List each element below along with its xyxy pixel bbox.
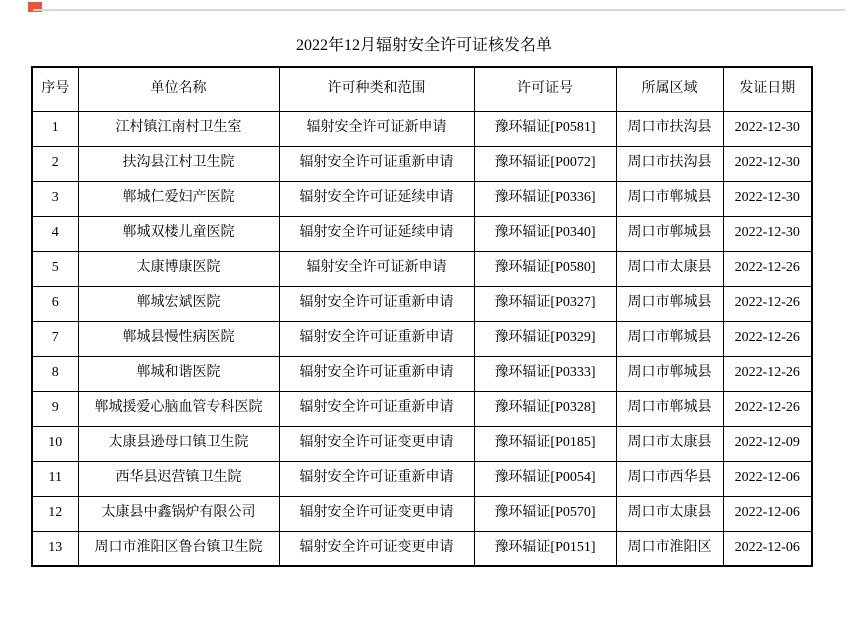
table-cell: 辐射安全许可证变更申请	[279, 496, 474, 531]
table-cell: 周口市郸城县	[616, 181, 723, 216]
table-row	[32, 496, 812, 531]
table-cell: 2022-12-26	[723, 251, 812, 286]
table-cell: 2	[32, 146, 78, 181]
table-row	[32, 461, 812, 496]
table-cell: 4	[32, 216, 78, 251]
table-cell: 2022-12-06	[723, 496, 812, 531]
table-cell: 2022-12-26	[723, 356, 812, 391]
table-cell: 豫环辐证[P0581]	[474, 111, 616, 146]
table-cell: 2022-12-26	[723, 391, 812, 426]
table-cell: 豫环辐证[P0336]	[474, 181, 616, 216]
table-cell: 辐射安全许可证新申请	[279, 251, 474, 286]
table-cell: 辐射安全许可证重新申请	[279, 321, 474, 356]
table-cell: 10	[32, 426, 78, 461]
table-cell: 2022-12-09	[723, 426, 812, 461]
table-cell: 周口市扶沟县	[616, 146, 723, 181]
table-cell: 豫环辐证[P0580]	[474, 251, 616, 286]
table-cell: 2022-12-26	[723, 286, 812, 321]
table-body	[32, 111, 812, 566]
table-cell: 郸城宏斌医院	[78, 286, 279, 321]
table-cell: 豫环辐证[P0329]	[474, 321, 616, 356]
table-cell: 周口市郸城县	[616, 286, 723, 321]
table-cell: 6	[32, 286, 78, 321]
table-cell: 周口市郸城县	[616, 321, 723, 356]
table-cell: 周口市扶沟县	[616, 111, 723, 146]
table-cell: 豫环辐证[P0333]	[474, 356, 616, 391]
table-cell: 2022-12-30	[723, 146, 812, 181]
table-cell: 太康博康医院	[78, 251, 279, 286]
column-header: 发证日期	[723, 67, 812, 111]
table-cell: 周口市西华县	[616, 461, 723, 496]
table-cell: 辐射安全许可证重新申请	[279, 461, 474, 496]
table-row	[32, 356, 812, 391]
table-row	[32, 181, 812, 216]
table-cell: 2022-12-26	[723, 321, 812, 356]
table-cell: 辐射安全许可证重新申请	[279, 356, 474, 391]
table-row	[32, 391, 812, 426]
table-cell: 2022-12-06	[723, 531, 812, 566]
column-header: 所属区域	[616, 67, 723, 111]
table-cell: 郸城县慢性病医院	[78, 321, 279, 356]
table-header-row	[32, 67, 812, 111]
table-cell: 周口市淮阳区	[616, 531, 723, 566]
table-cell: 辐射安全许可证延续申请	[279, 216, 474, 251]
table-cell: 周口市太康县	[616, 251, 723, 286]
table-cell: 辐射安全许可证重新申请	[279, 391, 474, 426]
table-cell: 郸城援爱心脑血管专科医院	[78, 391, 279, 426]
top-divider-line	[33, 9, 845, 11]
table-cell: 郸城和谐医院	[78, 356, 279, 391]
table-cell: 13	[32, 531, 78, 566]
table-cell: 8	[32, 356, 78, 391]
table-cell: 西华县迟营镇卫生院	[78, 461, 279, 496]
table-cell: 豫环辐证[P0151]	[474, 531, 616, 566]
table-cell: 11	[32, 461, 78, 496]
table-cell: 辐射安全许可证重新申请	[279, 286, 474, 321]
table-row	[32, 321, 812, 356]
column-header: 许可种类和范围	[279, 67, 474, 111]
table-cell: 豫环辐证[P0072]	[474, 146, 616, 181]
table-cell: 12	[32, 496, 78, 531]
table-cell: 辐射安全许可证重新申请	[279, 146, 474, 181]
table-cell: 豫环辐证[P0054]	[474, 461, 616, 496]
column-header: 许可证号	[474, 67, 616, 111]
column-header: 序号	[32, 67, 78, 111]
table-row	[32, 286, 812, 321]
table-cell: 郸城双楼儿童医院	[78, 216, 279, 251]
table-cell: 周口市淮阳区鲁台镇卫生院	[78, 531, 279, 566]
table-cell: 辐射安全许可证延续申请	[279, 181, 474, 216]
table-cell: 2022-12-30	[723, 111, 812, 146]
table-cell: 2022-12-30	[723, 181, 812, 216]
table-cell: 江村镇江南村卫生室	[78, 111, 279, 146]
table-cell: 2022-12-06	[723, 461, 812, 496]
table-cell: 3	[32, 181, 78, 216]
table-cell: 豫环辐证[P0327]	[474, 286, 616, 321]
table-cell: 辐射安全许可证变更申请	[279, 426, 474, 461]
table-cell: 周口市郸城县	[616, 391, 723, 426]
table-row	[32, 251, 812, 286]
table-row	[32, 426, 812, 461]
permit-list-table	[31, 66, 813, 567]
table-cell: 7	[32, 321, 78, 356]
table-row	[32, 531, 812, 566]
table-row	[32, 216, 812, 251]
page-title: 2022年12月辐射安全许可证核发名单	[295, 37, 552, 54]
table-row	[32, 146, 812, 181]
table-cell: 周口市郸城县	[616, 216, 723, 251]
table-cell: 郸城仁爱妇产医院	[78, 181, 279, 216]
table-cell: 周口市郸城县	[616, 356, 723, 391]
table-cell: 豫环辐证[P0340]	[474, 216, 616, 251]
table-cell: 扶沟县江村卫生院	[78, 146, 279, 181]
table-cell: 9	[32, 391, 78, 426]
table-cell: 豫环辐证[P0185]	[474, 426, 616, 461]
table-cell: 太康县中鑫锅炉有限公司	[78, 496, 279, 531]
table-cell: 2022-12-30	[723, 216, 812, 251]
table-row	[32, 111, 812, 146]
table-cell: 豫环辐证[P0570]	[474, 496, 616, 531]
table-cell: 豫环辐证[P0328]	[474, 391, 616, 426]
table-cell: 1	[32, 111, 78, 146]
table-cell: 辐射安全许可证变更申请	[279, 531, 474, 566]
column-header: 单位名称	[78, 67, 279, 111]
table-cell: 周口市太康县	[616, 426, 723, 461]
table-cell: 周口市太康县	[616, 496, 723, 531]
table-cell: 5	[32, 251, 78, 286]
table-cell: 辐射安全许可证新申请	[279, 111, 474, 146]
table-cell: 太康县逊母口镇卫生院	[78, 426, 279, 461]
